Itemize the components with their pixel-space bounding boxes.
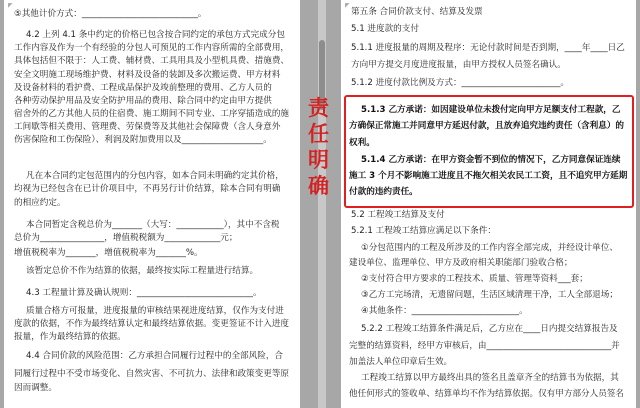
text-line: 方确保正常施工并同意甲方延迟付款，且放弃追究违约责任（含利息）的 [349, 121, 625, 131]
text-line: 5.2.2 工程竣工结算条件满足后，乙方应在____日内提交结算报告及 [361, 324, 618, 334]
text-line: 安全文明施工现场维护费、材料及设备的装卸及多次搬运费、甲方材料 [14, 70, 281, 80]
text-line: 本合同暂定含税总价为_______（大写：___________），其中不含税 [26, 220, 280, 230]
page-corner-mark: ◤ [345, 2, 350, 9]
text-line: 工程竣工结算以甲方最终出具的签名且盖章齐全的结算书为依据，其 [361, 373, 619, 383]
text-line: 均视为已经包含在已计价项目中，不再另行计价结算，除本合同有明确 [14, 184, 281, 194]
stamp-char-3: 明 [308, 147, 329, 172]
text-line: 同履行过程中不受市场变化、自然灾害、不可抗力、法律和政策变更等原 [14, 369, 290, 379]
text-line: 4.2 上列 4.1 条中约定的价格已包含按合同约定的承包方式完成分包 [26, 30, 285, 40]
text-line: 完整的结算资料，经甲方审核后，由_____________________________并 [349, 341, 620, 351]
text-line: 加盖法人单位印章后生效。 [349, 357, 453, 367]
text-line: 工间歇等相关费用、管理费、劳保费等及其他社会保障费（含人身意外 [14, 122, 281, 132]
text-line: ⑤其他计价方式：___________________________。 [14, 9, 207, 19]
text-line: 的相应约定。 [14, 198, 66, 208]
text-line: 4.3 工程量计算及确认规则：___________________________。 [26, 288, 262, 298]
text-line: 建设单位、监理单位、甲方及政府相关职能部门验收合格； [349, 258, 573, 268]
text-line: 5.2 工程竣工结算及支付 [351, 210, 445, 220]
text-line: 4.4 合同价款的风险范围：乙方承担合同履行过程中的全部风险，合 [26, 351, 284, 361]
text-line: ②支付符合甲方要求的工程技术、质量、管理等资料___套； [361, 274, 588, 284]
text-line: 方向甲方提交月度进度报量，由甲方授权人员签名确认。 [351, 60, 566, 70]
text-line: 权利。 [349, 138, 375, 148]
text-line: ④其他条件：_________________________。 [361, 306, 528, 316]
text-line: 5.2.1 工程竣工结算应满足以下条件： [351, 226, 496, 236]
text-line: 5.1 进度款的支付 [351, 24, 419, 34]
text-line: ①分包范围内的工程及所涉及的工作内容全部完成，并经设计单位、 [361, 243, 618, 253]
text-line: 报量，作为最终结算的依据。 [14, 332, 126, 342]
text-line: 5.1.4 乙方承诺：在甲方资金暂不到位的情况下，乙方同意保证连续 [361, 155, 621, 165]
stamp-char-4: 确 [308, 173, 329, 198]
text-line: 各种劳动保护用品及安全防护用品的费用、除合同中约定由甲方提供 [14, 96, 272, 106]
document-page-left [4, 0, 300, 408]
text-line: 该暂定总价不作为结算的依据，最终按实际工程量进行结算。 [26, 266, 259, 276]
text-line: 第五条 合同价款支付、结算及发票 [351, 7, 483, 17]
text-line: 因而调整。 [14, 383, 57, 393]
text-line: 增值税税率为_______，增值税税率为_______%。 [14, 248, 203, 258]
text-line: ③乙方工完场清，无遗留问题，生活区域清理干净，工人全部退场； [361, 290, 618, 300]
text-line: 伤害保险和工伤保险）、利润及附加费用以及___________________。 [14, 135, 272, 145]
text-line: 5.1.3 乙方承诺：如因建设单位未拨付定向甲方足额支付工程款，乙 [361, 105, 621, 115]
text-line: 施工 3 个月不影响施工进度且不拖欠相关农民工工资，且不追究甲方延期 [349, 171, 628, 181]
text-line: 及设备材料的看护费、工程成品保护及竣前整理的费用、乙方人员的 [14, 83, 272, 93]
stamp-char-1: 责 [308, 95, 329, 120]
text-line: 质量合格方可报量，进度报量的审核结果视进度结算，仅作为支付进 [26, 306, 284, 316]
text-line: 工作内容及作为一个有经验的分包人可预见的工作内容所需的全部费用， [14, 43, 290, 53]
text-line: 宿舍外的乙方其他人员的住宿费、施工期间不同专业、工序穿插造成的施 [14, 109, 290, 119]
stamp-char-2: 任 [308, 121, 329, 146]
text-line: 凡在本合同约定包范围内的分包内容，如本合同未明确约定其价格， [26, 171, 284, 181]
document-page-right [341, 0, 636, 408]
text-line: 度款的依据，不作为最终结算认定和最终结算依据。变更签证不计入进度 [14, 319, 290, 329]
text-line: 总价为_______________，增值税税额为_____________元； [14, 233, 238, 243]
text-line: 5.1.1 进度报量的周期及程序：无论付款时间是否到期，____年____日乙 [351, 43, 625, 53]
text-line: 付款的违约责任。 [349, 187, 418, 197]
page-corner-mark: ◤ [8, 2, 13, 9]
text-line: 他任何形式的签收单、结算单均不作为结算依据。仅有甲方部分人员签名 [349, 389, 625, 399]
text-line: 5.1.2 进度付款比例及方式：_______________________。 [351, 78, 569, 88]
text-line: 具体包括但不限于：人工费、辅材费、工具用具及小型机具费、措施费、 [14, 56, 290, 66]
